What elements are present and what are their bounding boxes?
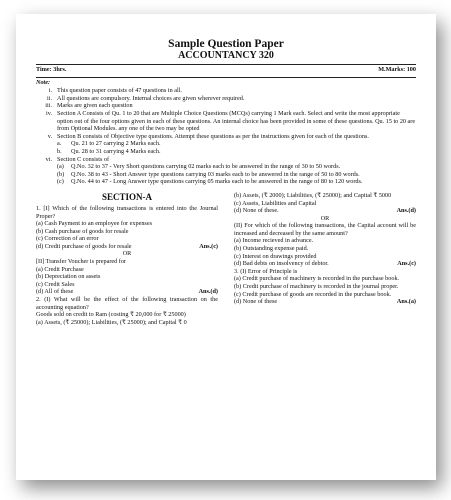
sub-instruction bbox=[57, 178, 416, 186]
sub-num: (c) bbox=[57, 178, 64, 186]
option bbox=[36, 288, 218, 296]
option-text: (d) None of these. bbox=[234, 207, 279, 215]
option bbox=[36, 228, 218, 236]
option bbox=[234, 237, 416, 245]
instruction-num: vi. bbox=[45, 155, 52, 163]
instruction-num: ii. bbox=[47, 94, 52, 102]
section-heading: SECTION-A bbox=[101, 191, 152, 202]
divider bbox=[36, 64, 416, 65]
option bbox=[36, 243, 218, 251]
instruction-item bbox=[36, 133, 416, 141]
instruction-num: iv. bbox=[46, 109, 52, 117]
option bbox=[234, 275, 416, 283]
instruction-text: Marks are given each question bbox=[57, 102, 133, 110]
sub-text: Q.No. 32 to 37 - Very Short questions carrying 02 marks each to be answered in the range of 30 to 50 words. bbox=[71, 163, 341, 171]
note-label: Note: bbox=[36, 78, 51, 86]
instruction-text: Section C consists of bbox=[57, 155, 110, 163]
sub-instruction bbox=[57, 163, 416, 171]
option bbox=[36, 281, 218, 289]
option bbox=[36, 235, 218, 243]
instruction-num: v. bbox=[47, 132, 52, 140]
option-text: (d) Bad debts on insolvency of debtor. bbox=[234, 260, 329, 268]
answer-label: Ans.(d) bbox=[396, 207, 416, 215]
option bbox=[234, 283, 416, 291]
option bbox=[234, 260, 416, 268]
instruction-item bbox=[36, 156, 416, 164]
instruction-item bbox=[36, 87, 416, 95]
paper-sheet bbox=[16, 14, 436, 480]
question-2-line: Goods sold on credit to Ram (costing ₹ 20,000 for ₹ 25000) bbox=[36, 311, 186, 319]
paper-title: Sample Question Paper bbox=[168, 38, 284, 50]
question-1-stem: 1. [I] Which of the following transactions is entered into the Journal Proper? bbox=[36, 204, 218, 220]
sub-num: a. bbox=[57, 140, 62, 148]
instruction-text: Section A Consists of Qu. 1 to 20 that are Multiple Choice Questions (MCQs) carrying 1 Mark each. Select and write the most appropriate option out of the four options given in each of these questions. An internal choice has been provided in some of these questions. Qu. 15 to 20 are from Optional Modules. any one of the two may be opted bbox=[57, 109, 416, 133]
option-text: (a) Assets, (₹ 25000); Liabilities, (₹ 25000); and Capital ₹ 0 bbox=[36, 318, 187, 326]
instruction-item bbox=[36, 95, 416, 103]
instructions-list bbox=[36, 87, 416, 186]
sub-instruction bbox=[57, 140, 416, 148]
question-columns bbox=[36, 192, 416, 327]
time-label: Time: 3hrs. bbox=[36, 66, 67, 73]
marks-label: M.Marks: 100 bbox=[378, 66, 416, 73]
option bbox=[234, 207, 416, 215]
option-text: (b) Assets, (₹ 2000); Liabilities, (₹ 25000); and Capital ₹ 5000 bbox=[234, 191, 392, 199]
option-text: (d) Credit purchase of goods for resale bbox=[36, 242, 132, 250]
option-text: (c) Credit Sales bbox=[36, 280, 75, 288]
instruction-sublist bbox=[57, 163, 416, 186]
option-text: (a) Credit Purchase bbox=[36, 265, 84, 273]
sub-instruction bbox=[57, 171, 416, 179]
option bbox=[36, 220, 218, 228]
question-1b-stem: [II] Transfer Voucher is prepared for bbox=[36, 258, 126, 266]
option bbox=[234, 298, 416, 306]
answer-label: Ans.(d) bbox=[198, 288, 218, 296]
sub-instruction bbox=[57, 148, 416, 156]
sub-text: Qu. 21 to 27 carrying 2 Marks each. bbox=[71, 140, 161, 148]
answer-label: Ans.(a) bbox=[396, 298, 416, 306]
right-column bbox=[226, 192, 416, 327]
option-text: (a) Credit purchase of machinery is recorded in the purchase book. bbox=[234, 275, 400, 283]
option bbox=[234, 200, 416, 208]
option-text: (d) All of these bbox=[36, 288, 74, 296]
option-text: (b) Cash purchase of goods for resale bbox=[36, 227, 129, 235]
or-divider: OR bbox=[320, 214, 330, 222]
question-2-stem: 2. (I) What will be the effect of the following transaction on the accounting equation? bbox=[36, 296, 218, 311]
time-marks-row bbox=[36, 66, 416, 74]
paper-content bbox=[16, 14, 436, 480]
option bbox=[234, 253, 416, 261]
sub-text: Q.No. 38 to 43 - Short Answer type questions carrying 03 marks each to be answered in the range of 50 to 80 words. bbox=[71, 170, 360, 178]
sub-num: b. bbox=[57, 147, 62, 155]
option bbox=[234, 291, 416, 299]
instruction-num: iii. bbox=[45, 102, 52, 110]
option-text: (c) Interest on drawings provided bbox=[234, 252, 317, 260]
instruction-item bbox=[36, 110, 416, 133]
option bbox=[234, 245, 416, 253]
option-text: (a) Income recieved in advance. bbox=[234, 237, 314, 245]
instruction-sublist bbox=[57, 140, 416, 155]
option bbox=[36, 273, 218, 281]
question-2b-stem: (II) For which of the following transactions, the Capital account will be increased and decreased by the same amount? bbox=[234, 222, 416, 237]
option bbox=[36, 266, 218, 274]
instruction-text: All questions are compulsory. Internal choices are given wherever required. bbox=[57, 94, 245, 102]
option-text: (a) Cash Payment to an employee for expenses bbox=[36, 220, 152, 228]
instruction-text: This question paper consists of 47 questions in all. bbox=[57, 87, 182, 95]
question-3-stem: 3. (I) Error of Principle is bbox=[234, 267, 298, 275]
answer-label: Ans.(c) bbox=[397, 260, 416, 268]
option-text: (c) Correction of an error bbox=[36, 235, 99, 243]
option-text: (c) Assets, Liabilities and Capital bbox=[234, 199, 317, 207]
instruction-num: i. bbox=[48, 87, 52, 95]
paper-subject: ACCOUNTANCY 320 bbox=[178, 50, 274, 61]
option-text: (c) Credit purchase of goods are recorded in the purchase book. bbox=[234, 290, 392, 298]
option-text: (b) Depreciation on assets bbox=[36, 273, 101, 281]
option-text: (b) Outstanding expense paid. bbox=[234, 245, 309, 253]
option-text: (b) Credit purchase of machinery is recorded in the journal proper. bbox=[234, 283, 399, 291]
sub-num: (a) bbox=[57, 163, 64, 171]
left-column bbox=[36, 192, 226, 327]
sub-text: Q.No. 44 to 47 - Long Answer type questions carrying 05 marks each to be answered in the range of 80 to 120 words. bbox=[71, 178, 363, 186]
instruction-text: Section B consists of Objective type questions. Attempt these questions as per the instructions given for each of the questions. bbox=[57, 132, 369, 140]
option-text: (d) None of these bbox=[234, 298, 278, 306]
sub-text: Qu. 28 to 31 carrying 4 Marks each. bbox=[71, 147, 161, 155]
or-divider: OR bbox=[122, 250, 132, 258]
option bbox=[36, 319, 218, 327]
option bbox=[234, 192, 416, 200]
divider bbox=[36, 77, 416, 78]
sub-num: (b) bbox=[57, 170, 65, 178]
answer-label: Ans.(c) bbox=[199, 242, 218, 250]
instruction-item bbox=[36, 102, 416, 110]
